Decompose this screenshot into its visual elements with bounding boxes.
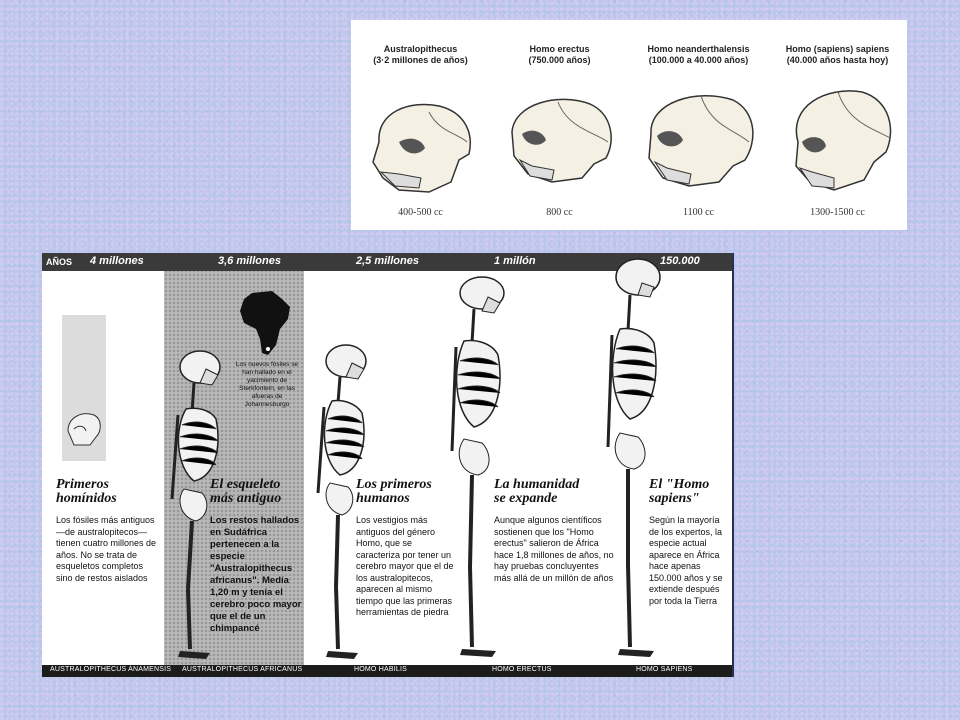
africa-map-icon xyxy=(238,289,294,359)
skull-volume: 800 cc xyxy=(546,207,573,218)
section-title-line: homínidos xyxy=(56,491,117,506)
section-title-line: El "Homo xyxy=(649,477,710,492)
skull-name: Homo (sapiens) sapiens xyxy=(785,44,890,54)
section-title-esqueleto-antiguo xyxy=(210,478,281,506)
section-title-line: sapiens" xyxy=(649,491,700,506)
section-body-humanidad-expande: Aunque algunos científicos sostienen que los "Homo erectus" salieron de África hace 1,8 millones de años, no hay pruebas concluyentes más allá de un millón de años xyxy=(494,515,614,583)
timeline-mark: 2,5 millones xyxy=(356,255,419,267)
neanderthal-skull-illustration xyxy=(637,82,757,202)
human-evolution-infographic xyxy=(42,253,734,677)
timeline-mark: 1 millón xyxy=(494,255,536,267)
section-title-line: Primeros xyxy=(56,477,109,492)
section-title-homo-sapiens xyxy=(649,478,709,506)
section-title-line: humanos xyxy=(356,491,410,506)
section-title-primeros-humanos xyxy=(356,478,432,506)
species-label: AUSTRALOPITHECUS ANAMENSIS xyxy=(50,666,172,673)
section-body-homo-sapiens: Según la mayoría de los expertos, la especie actual aparece en África hace apenas 150.000 años y se extiende después por toda la Tierra xyxy=(649,515,723,606)
australopithecus-skull-illustration xyxy=(359,82,479,202)
timeline-mark: 3,6 millones xyxy=(218,255,281,267)
section-title-line: La humanidad xyxy=(494,477,580,492)
skull-column-homo-erectus xyxy=(490,20,629,230)
skull-period: (40.000 años hasta hoy) xyxy=(786,55,889,65)
section-title-line: más antiguo xyxy=(210,491,282,506)
skull-volume: 400-500 cc xyxy=(398,207,443,218)
section-body-primeros-hominidos: Los fósiles más antiguos —de australopitecos— tienen cuatro millones de años. No se trata de esqueletos completos sino de restos aislados xyxy=(56,515,157,583)
skull-name: Homo neanderthalensis xyxy=(647,44,750,54)
section-title-line: Los primeros xyxy=(356,477,432,492)
section-title-line: El esqueleto xyxy=(210,477,281,492)
sterkfontein-note: Los nuevos fósiles se han hallado en el yacimiento de Sterkfontein, en las afueras de Johannesburgo xyxy=(235,361,299,408)
section-title-line: se expande xyxy=(494,491,558,506)
section-body-primeros-humanos: Los vestigios más antiguos del género Homo, que se caracteriza por tener un cerebro mayor que el de los australopitecos, aparecen al mismo tiempo que las primeras herramientas de piedra xyxy=(356,515,454,617)
skull-period: (750.000 años) xyxy=(528,55,591,65)
section-title-humanidad-expande xyxy=(494,478,579,506)
skull-period: (3·2 millones de años) xyxy=(373,55,468,65)
timeline-mark: 4 millones xyxy=(90,255,144,267)
timeline-mark: 150.000 xyxy=(660,255,700,267)
skull-volume: 1300-1500 cc xyxy=(810,207,865,218)
skull-volume: 1100 cc xyxy=(682,207,714,218)
skull-column-homo-neanderthalensis xyxy=(629,20,768,230)
skull-column-australopithecus xyxy=(351,20,490,230)
homo-sapiens-skull-illustration xyxy=(776,82,896,202)
skulls-comparison-panel xyxy=(351,20,907,230)
species-label: HOMO SAPIENS xyxy=(636,666,693,673)
homo-erectus-skull-illustration xyxy=(498,82,618,202)
species-bar xyxy=(42,665,732,677)
skull-name: Homo erectus xyxy=(529,44,590,54)
fragment-fossils-illustration xyxy=(60,313,108,463)
skull-period: (100.000 a 40.000 años) xyxy=(648,55,749,65)
timeline-years-label: AÑOS xyxy=(46,257,73,267)
skull-name: Australopithecus xyxy=(383,44,458,54)
skull-column-homo-sapiens xyxy=(768,20,907,230)
species-label: AUSTRALOPITHECUS AFRICANUS xyxy=(182,666,303,673)
species-label: HOMO HABILIS xyxy=(354,666,407,673)
section-title-primeros-hominidos xyxy=(56,478,117,506)
species-label: HOMO ERECTUS xyxy=(492,666,552,673)
section-body-esqueleto-antiguo: Los restos hallados en Sudáfrica pertenecen a la especie "Australopithecus africanus". Medía 1,20 m y tenía el cerebro poco mayor que el de un chimpancé xyxy=(210,515,302,634)
